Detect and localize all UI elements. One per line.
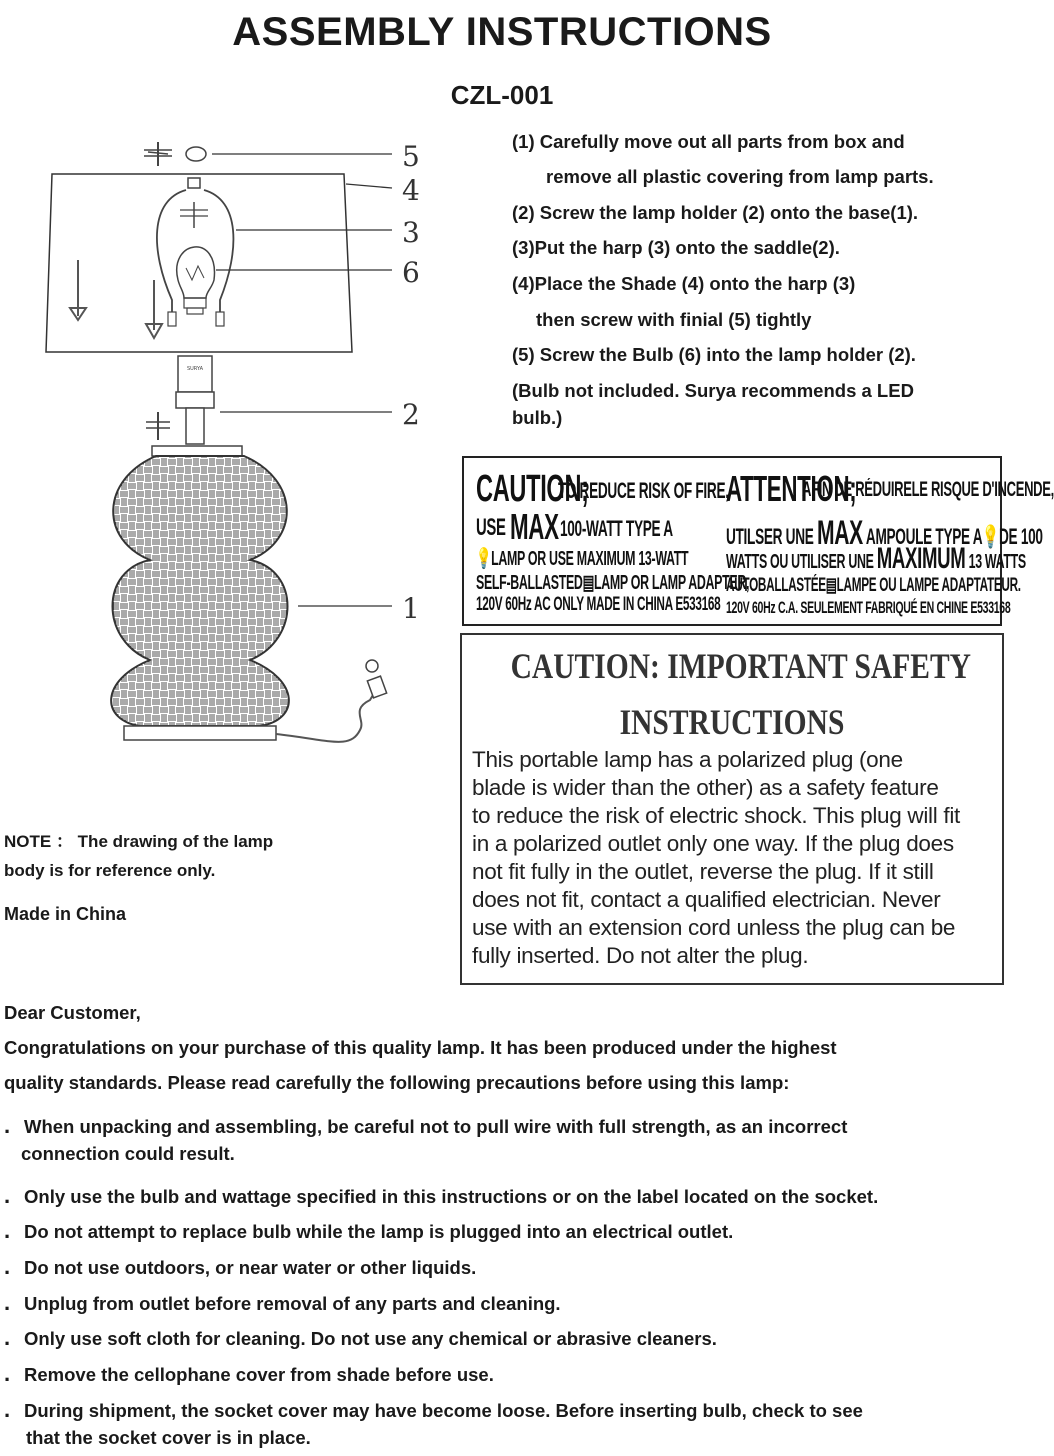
bullet-mark: . <box>4 1361 11 1386</box>
safety-instructions-box <box>460 633 1004 985</box>
caution-fr-code: E533168 <box>970 598 1011 617</box>
lamp-exploded-diagram <box>0 130 460 750</box>
caution-fr-line-1: AFIN DE RÉDUIRELE RISQUE D'INCENDE, <box>802 478 1054 501</box>
lamp-base-body <box>111 446 289 740</box>
drawing-note-line-1: NOTE ： The drawing of the lamp <box>4 832 274 851</box>
precaution-item <box>4 1183 878 1209</box>
caution-en-use: USE <box>476 514 506 541</box>
power-cord <box>276 660 387 742</box>
precaution-text: Unplug from outlet before removal of any parts and cleaning. <box>24 1293 561 1314</box>
caution-en-line-4a: SELF-BALLASTED <box>476 572 583 594</box>
precaution-item <box>4 1397 863 1423</box>
step-5: (5) Screw the Bulb (6) into the lamp holder (2). <box>512 344 916 365</box>
caution-fr-line-5-text: 120V 60Hz C.A. SEULEMENT FABRIQUÉ EN CHINE <box>726 598 968 617</box>
bullet-mark: . <box>4 1290 11 1315</box>
safety-line-4: in a polarized outlet only one way. If the plug does <box>472 831 954 856</box>
bulb-note-line-2: bulb.) <box>512 407 563 428</box>
precaution-text: Only use the bulb and wattage specified in this instructions or on the label located on the socket. <box>24 1186 879 1207</box>
callout-1: 1 <box>402 592 420 625</box>
caution-en-line-5 <box>476 594 720 616</box>
bullet-mark: . <box>4 1183 11 1208</box>
precaution-text: Do not attempt to replace bulb while the lamp is plugged into an electrical outlet. <box>24 1221 734 1242</box>
bulb-icon-fr: 💡 <box>982 524 1000 549</box>
caution-en-line-1: TO REDUCE RISK OF FIRE, <box>558 478 729 503</box>
precaution-text: Only use soft cloth for cleaning. Do not use any chemical or abrasive cleaners. <box>24 1328 717 1349</box>
caution-en-max: MAX <box>510 506 559 547</box>
caution-en-code: E533168 <box>675 594 721 615</box>
lamp-holder-part <box>146 356 214 444</box>
caution-en-heading: CAUTION; <box>476 468 589 510</box>
bullet-mark: . <box>4 1325 11 1350</box>
caution-en-line-2: 100-WATT TYPE A <box>560 516 673 541</box>
caution-fr-max: MAX <box>817 514 863 552</box>
safety-line-8: fully inserted. Do not alter the plug. <box>472 943 809 968</box>
precaution-item <box>4 1218 733 1244</box>
precaution-item <box>4 1361 494 1387</box>
bulb-note-line-1: (Bulb not included. Surya recommends a LED <box>512 380 914 401</box>
caution-fr-line-2c: DE 100 <box>999 524 1043 549</box>
caution-fr-line-4 <box>726 574 1021 597</box>
bullet-mark: . <box>4 1218 11 1243</box>
drawing-note-line-2: body is for reference only. <box>4 861 216 880</box>
safety-heading-2: INSTRUCTIONS <box>619 702 845 742</box>
caution-fr-line-4b: LAMPE OU LAMPE ADAPTATEUR. <box>836 575 1021 596</box>
caution-en-line-4b: LAMP OR LAMP ADAPTER, <box>593 572 750 594</box>
callout-2: 2 <box>402 398 420 431</box>
caution-fr-line-5 <box>726 598 1010 618</box>
cfl-icon: ▤ <box>582 572 594 594</box>
callout-6: 6 <box>402 256 420 289</box>
safety-line-1: This portable lamp has a polarized plug (one <box>472 747 903 772</box>
step-4-line-2: then screw with finial (5) tightly <box>536 309 812 330</box>
precaution-item-continued: that the socket cover is in place. <box>26 1427 311 1448</box>
document-title: ASSEMBLY INSTRUCTIONS <box>232 10 772 54</box>
callout-4: 4 <box>402 174 420 207</box>
caution-en-line-4 <box>476 570 749 595</box>
bullet-mark: . <box>4 1254 11 1279</box>
safety-line-5: not fit fully in the outlet, reverse the plug. If it still <box>472 859 934 884</box>
step-1-line-2: remove all plastic covering from lamp parts. <box>546 166 934 187</box>
caution-fr-line-2b: AMPOULE TYPE A <box>865 524 983 549</box>
step-1-line-1: (1) Carefully move out all parts from box and <box>512 131 905 152</box>
precaution-item <box>4 1113 847 1139</box>
caution-wattage-label <box>462 456 1054 626</box>
cfl-icon-fr: ▤ <box>825 575 837 596</box>
precaution-item <box>4 1254 476 1280</box>
caution-fr-maximum: MAXIMUM <box>876 542 966 575</box>
caution-en-line-3 <box>476 546 688 571</box>
step-4-line-1: (4)Place the Shade (4) onto the harp (3) <box>512 273 856 294</box>
precaution-text: Do not use outdoors, or near water or other liquids. <box>24 1257 477 1278</box>
precaution-item-continued: connection could result. <box>21 1143 235 1164</box>
step-2: (2) Screw the lamp holder (2) onto the base(1). <box>512 202 919 223</box>
bulb-icon: 💡 <box>476 548 492 570</box>
letter-intro-line-1: Congratulations on your purchase of this quality lamp. It has been produced under the highest <box>4 1037 837 1058</box>
safety-line-2: blade is wider than the other) as a safety feature <box>472 775 939 800</box>
caution-fr-line-3a: WATTS OU UTILISER UNE <box>726 551 874 573</box>
caution-fr-line-4a: AUTOBALLASTÉE <box>726 575 826 596</box>
caution-en-line-3-text: LAMP OR USE MAXIMUM 13-WATT <box>491 548 689 570</box>
made-in-china: Made in China <box>4 904 127 924</box>
step-3: (3)Put the harp (3) onto the saddle(2). <box>512 237 840 258</box>
finial-part <box>144 142 206 166</box>
socket-brand-text: SURYA <box>186 366 204 372</box>
callout-5: 5 <box>402 140 420 173</box>
callout-3: 3 <box>402 216 420 249</box>
caution-en-line-5-text: 120V 60Hz AC ONLY MADE IN CHINA <box>476 594 673 615</box>
precaution-item <box>4 1290 561 1316</box>
safety-heading-1: CAUTION: IMPORTANT SAFETY <box>510 646 971 686</box>
safety-line-6: does not fit, contact a qualified electrician. Never <box>472 887 941 912</box>
caution-fr-line-2a: UTILSER UNE <box>726 524 814 549</box>
safety-line-7: use with an extension cord unless the plug can be <box>472 915 956 940</box>
model-number: CZL-001 <box>450 80 554 110</box>
precaution-text: When unpacking and assembling, be careful not to pull wire with full strength, as an incorrect <box>24 1116 848 1137</box>
callout-numbers <box>402 140 420 625</box>
caution-fr-heading: ATTENTION; <box>726 468 857 509</box>
caution-fr-line-3 <box>726 542 1026 576</box>
precaution-text: Remove the cellophane cover from shade before use. <box>24 1364 494 1385</box>
precaution-text: During shipment, the socket cover may have become loose. Before inserting bulb, check to see <box>24 1400 863 1421</box>
bullet-mark: . <box>4 1397 11 1422</box>
letter-greeting: Dear Customer, <box>4 1002 141 1023</box>
safety-line-3: to reduce the risk of electric shock. This plug will fit <box>472 803 960 828</box>
precaution-item <box>4 1325 717 1351</box>
bullet-mark: . <box>4 1113 11 1138</box>
letter-intro-line-2: quality standards. Please read carefully the following precautions before using this lamp: <box>4 1072 790 1093</box>
caution-fr-line-3b: 13 WATTS <box>968 551 1026 573</box>
